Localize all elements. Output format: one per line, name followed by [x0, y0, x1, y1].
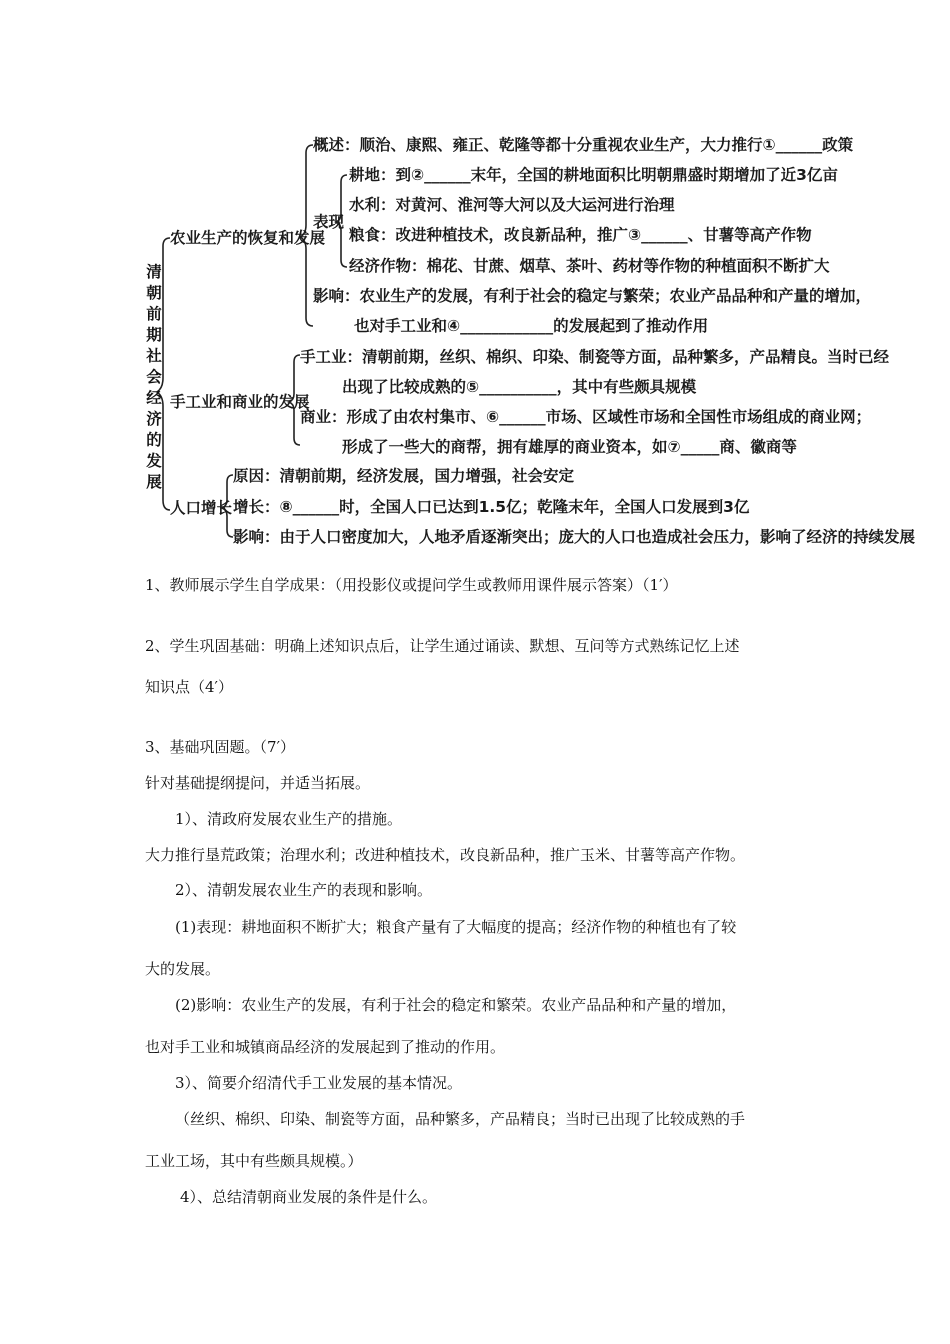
step-3-intro: 针对基础提纲提问，并适当拓展。 [145, 774, 371, 792]
step-3: 3、基础巩固题。（7′） [145, 738, 295, 756]
question-1: 1）、清政府发展农业生产的措施。 [175, 810, 403, 828]
agri-land: 耕地：到②______末年，全国的耕地面积比明朝鼎盛时期增加了近3亿亩 [349, 166, 838, 184]
step-1: 1、教师展示学生自学成果：（用投影仪或提问学生或教师用课件展示答案）（1′） [145, 576, 678, 594]
answer-1: 大力推行垦荒政策；治理水利；改进种植技术，改良新品种，推广玉米、甘薯等高产作物。 [145, 846, 746, 864]
question-4: 4）、总结清朝商业发展的条件是什么。 [180, 1188, 438, 1206]
agri-water: 水利：对黄河、淮河等大河以及大运河进行治理 [349, 196, 675, 214]
question-3: 3）、简要介绍清代手工业发展的基本情况。 [175, 1074, 463, 1092]
question-2: 2）、清朝发展农业生产的表现和影响。 [175, 881, 433, 899]
agri-grain: 粮食：改进种植技术，改良新品种，推广③______、甘薯等高产作物 [349, 226, 812, 244]
answer-3-line1: （丝织、棉织、印染、制瓷等方面，品种繁多，产品精良；当时已出现了比较成熟的手 [175, 1110, 746, 1128]
craft-commerce-line1: 商业：形成了由农村集市、⑥______市场、区域性市场和全国性市场组成的商业网； [300, 408, 872, 426]
agri-biaoxian-label: 表现 [313, 213, 345, 231]
agri-cash-crops: 经济作物：棉花、甘蔗、烟草、茶叶、药材等作物的种植面积不断扩大 [349, 257, 830, 275]
answer-2-line1: (1)表现：耕地面积不断扩大；粮食产量有了大幅度的提高；经济作物的种植也有了较 [175, 918, 737, 936]
branch-craft-commerce: 手工业和商业的发展 [170, 393, 310, 411]
craft-handicraft-line1: 手工业：清朝前期，丝织、棉织、印染、制瓷等方面，品种繁多，产品精良。当时已经 [300, 348, 890, 366]
step-2-line2: 知识点（4′） [145, 678, 233, 696]
pop-impact: 影响：由于人口密度加大，人地矛盾逐渐突出；庞大的人口也造成社会压力，影响了经济的持续发展 [233, 528, 916, 546]
answer-2-line3: (2)影响：农业生产的发展，有利于社会的稳定和繁荣。农业产品品种和产量的增加， [175, 996, 737, 1014]
pop-reason: 原因：清朝前期，经济发展，国力增强，社会安定 [233, 467, 575, 485]
branch-population: 人口增长 [170, 499, 233, 517]
agri-overview: 概述：顺治、康熙、雍正、乾隆等都十分重视农业生产，大力推行①______政策 [313, 136, 854, 154]
branch-agriculture: 农业生产的恢复和发展 [170, 229, 326, 247]
knowledge-outline-diagram [0, 0, 950, 560]
pop-growth: 增长：⑧______时，全国人口已达到1.5亿；乾隆末年，全国人口发展到3亿 [233, 498, 750, 516]
craft-commerce-line2: 形成了一些大的商帮，拥有雄厚的商业资本，如⑦_____商、徽商等 [342, 438, 797, 456]
answer-3-line2: 工业工场，其中有些颇具规模。） [145, 1152, 363, 1170]
step-2-line1: 2、学生巩固基础：明确上述知识点后，让学生通过诵读、默想、互问等方式熟练记忆上述 [145, 637, 740, 655]
answer-2-line4: 也对手工业和城镇商品经济的发展起到了推动的作用。 [145, 1038, 506, 1056]
agri-impact-line1: 影响：农业生产的发展，有利于社会的稳定与繁荣；农业产品品种和产量的增加， [313, 287, 872, 305]
agri-impact-line2: 也对手工业和④____________的发展起到了推动作用 [354, 317, 709, 335]
answer-2-line2: 大的发展。 [145, 960, 221, 978]
diagram-root-title: 清朝前期社会经济的发展 [146, 263, 162, 491]
craft-handicraft-line2: 出现了比较成熟的⑤__________，其中有些颇具规模 [342, 378, 697, 396]
